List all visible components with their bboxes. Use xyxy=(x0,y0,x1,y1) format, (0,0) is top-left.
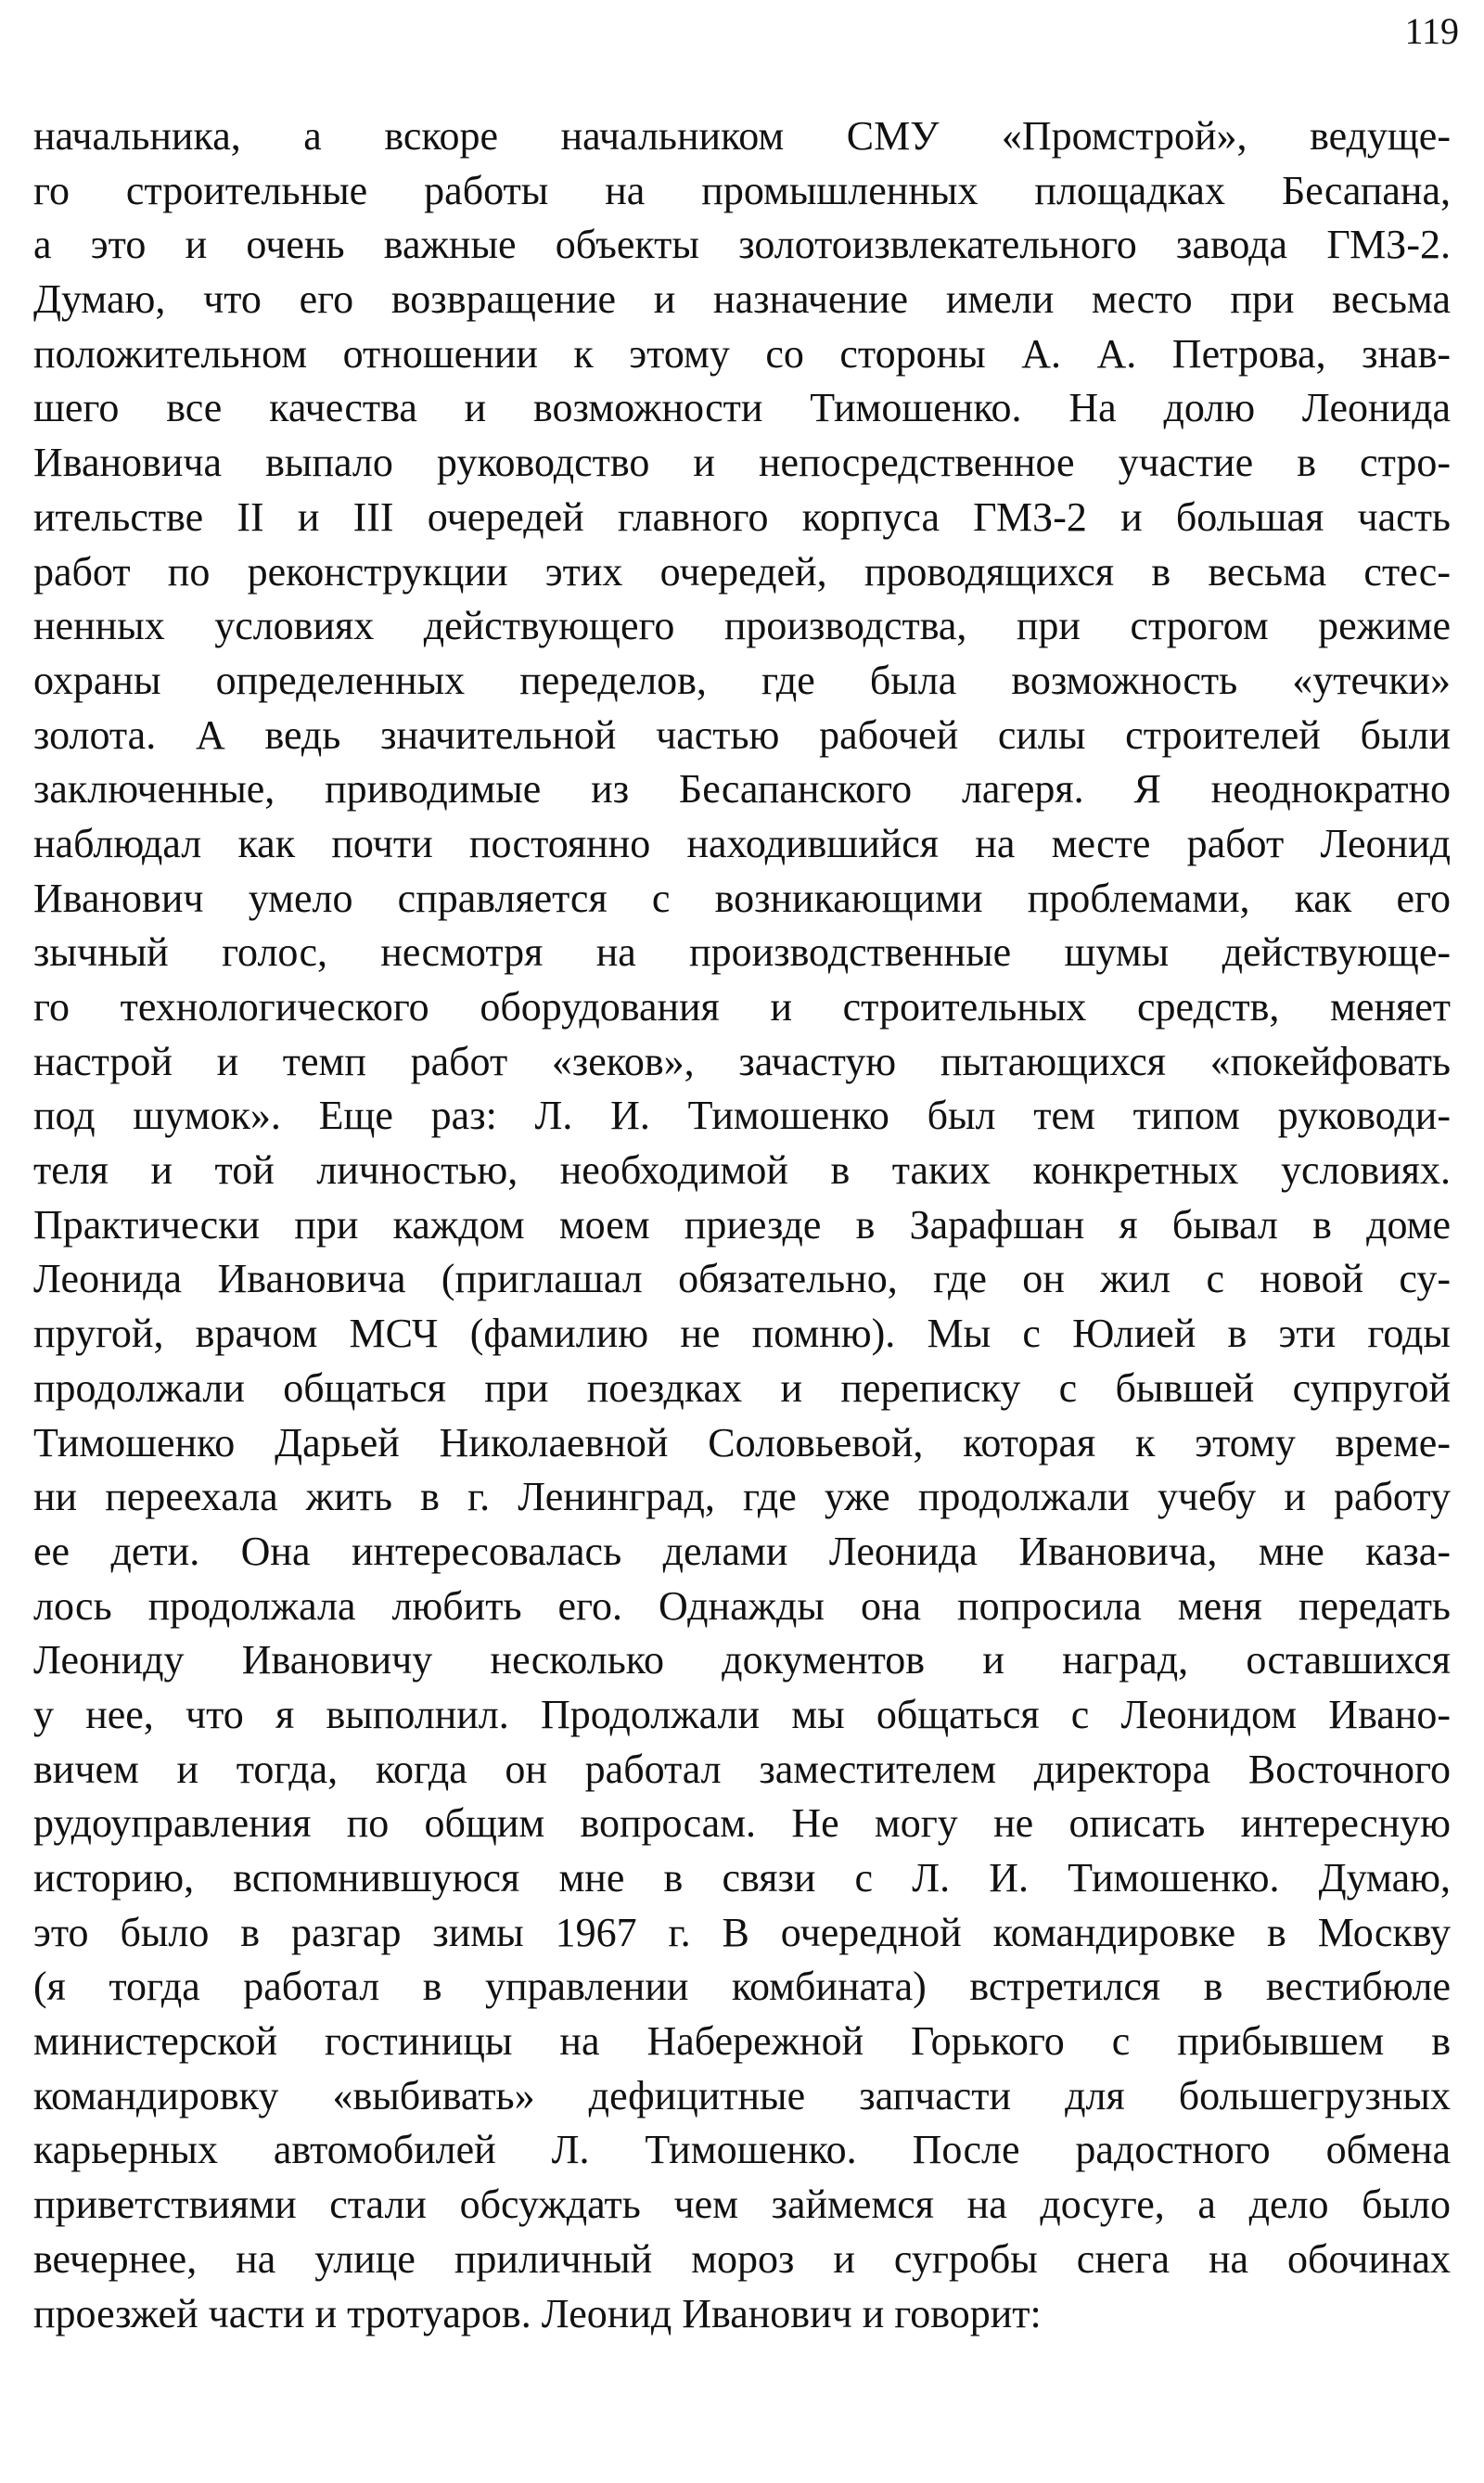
text-line: Леониду Ивановичу несколько документов и наград, оставшихся xyxy=(33,1637,1451,1683)
text-line: ненных условиях действующего производства, при строгом режиме xyxy=(33,603,1451,649)
text-line: пругой, врачом МСЧ (фамилию не помню). Мы с Юлией в эти годы xyxy=(33,1311,1451,1357)
text-line: вечернее, на улице приличный мороз и сугробы снега на обочинах xyxy=(33,2235,1451,2282)
text-line: карьерных автомобилей Л. Тимошенко. После радостного обмена xyxy=(33,2127,1451,2173)
text-line: Иванович умело справляется с возникающими проблемами, как его xyxy=(33,875,1451,921)
text-line: работ по реконструкции этих очередей, проводящихся в весьма стес- xyxy=(33,548,1451,595)
text-line: заключенные, приводимые из Бесапанского лагеря. Я неоднократно xyxy=(33,766,1451,813)
text-line: министерской гостиницы на Набережной Горького с прибывшем в xyxy=(33,2018,1451,2065)
page-number: 119 xyxy=(1404,10,1459,52)
text-line: (я тогда работал в управлении комбината) встретился в вестибюле xyxy=(33,1964,1451,2010)
text-line: у нее, что я выполнил. Продолжали мы общаться с Леонидом Ивано- xyxy=(33,1691,1451,1737)
text-line: продолжали общаться при поездках и переписку с бывшей супругой xyxy=(33,1364,1451,1411)
text-line: охраны определенных переделов, где была возможность «утечки» xyxy=(33,657,1451,703)
text-line: лось продолжала любить его. Однажды она попросила меня передать xyxy=(33,1582,1451,1629)
text-line: ительстве II и III очередей главного корпуса ГМЗ-2 и большая часть xyxy=(33,493,1451,540)
text-line: шего все качества и возможности Тимошенко. На долю Леонида xyxy=(33,385,1451,431)
text-line: командировку «выбивать» дефицитные запчасти для большегрузных xyxy=(33,2072,1451,2118)
text-line: проезжей части и тротуаров. Леонид Иванович и говорит: xyxy=(33,2290,1042,2336)
text-line: наблюдал как почти постоянно находившийся на месте работ Леонид xyxy=(33,820,1451,866)
text-line: положительном отношении к этому со стороны А. А. Петрова, знав- xyxy=(33,330,1451,377)
text-line: историю, вспомнившуюся мне в связи с Л. И. Тимошенко. Думаю, xyxy=(33,1855,1451,1901)
text-line: под шумок». Еще раз: Л. И. Тимошенко был тем типом руководи- xyxy=(33,1093,1451,1139)
text-line: а это и очень важные объекты золотоизвлекательного завода ГМЗ-2. xyxy=(33,222,1451,268)
text-line: Леонида Ивановича (приглашал обязательно, где он жил с новой су- xyxy=(33,1256,1451,1302)
text-line: го технологического оборудования и строительных средств, меняет xyxy=(33,984,1451,1030)
text-line: начальника, а вскоре начальником СМУ «Промстрой», ведуще- xyxy=(33,113,1451,159)
text-line: приветствиями стали обсуждать чем займемся на досуге, а дело было xyxy=(33,2182,1451,2228)
text-line: ее дети. Она интересовалась делами Леонида Ивановича, мне каза- xyxy=(33,1528,1451,1574)
text-line: теля и той личностью, необходимой в таких конкретных условиях. xyxy=(33,1147,1451,1194)
text-line: это было в разгар зимы 1967 г. В очередной командировке в Москву xyxy=(33,1909,1451,1955)
text-line: вичем и тогда, когда он работал заместителем директора Восточного xyxy=(33,1746,1451,1792)
text-line: ни переехала жить в г. Ленинград, где уже продолжали учебу и работу xyxy=(33,1474,1451,1520)
body-text xyxy=(33,109,1451,2341)
text-line: го строительные работы на промышленных площадках Бесапана, xyxy=(33,167,1451,213)
text-line: рудоуправления по общим вопросам. Не могу не описать интересную xyxy=(33,1800,1451,1847)
text-line: золота. А ведь значительной частью рабочей силы строителей были xyxy=(33,711,1451,758)
text-line: Практически при каждом моем приезде в Зарафшан я бывал в доме xyxy=(33,1201,1451,1248)
text-line: Ивановича выпало руководство и непосредственное участие в стро- xyxy=(33,440,1451,486)
text-line: настрой и темп работ «зеков», зачастую пытающихся «покейфовать xyxy=(33,1038,1451,1084)
text-line: Тимошенко Дарьей Николаевной Соловьевой, которая к этому време- xyxy=(33,1419,1451,1465)
text-line: зычный голос, несмотря на производственные шумы действующе- xyxy=(33,929,1451,976)
text-line: Думаю, что его возвращение и назначение имели место при весьма xyxy=(33,276,1451,323)
